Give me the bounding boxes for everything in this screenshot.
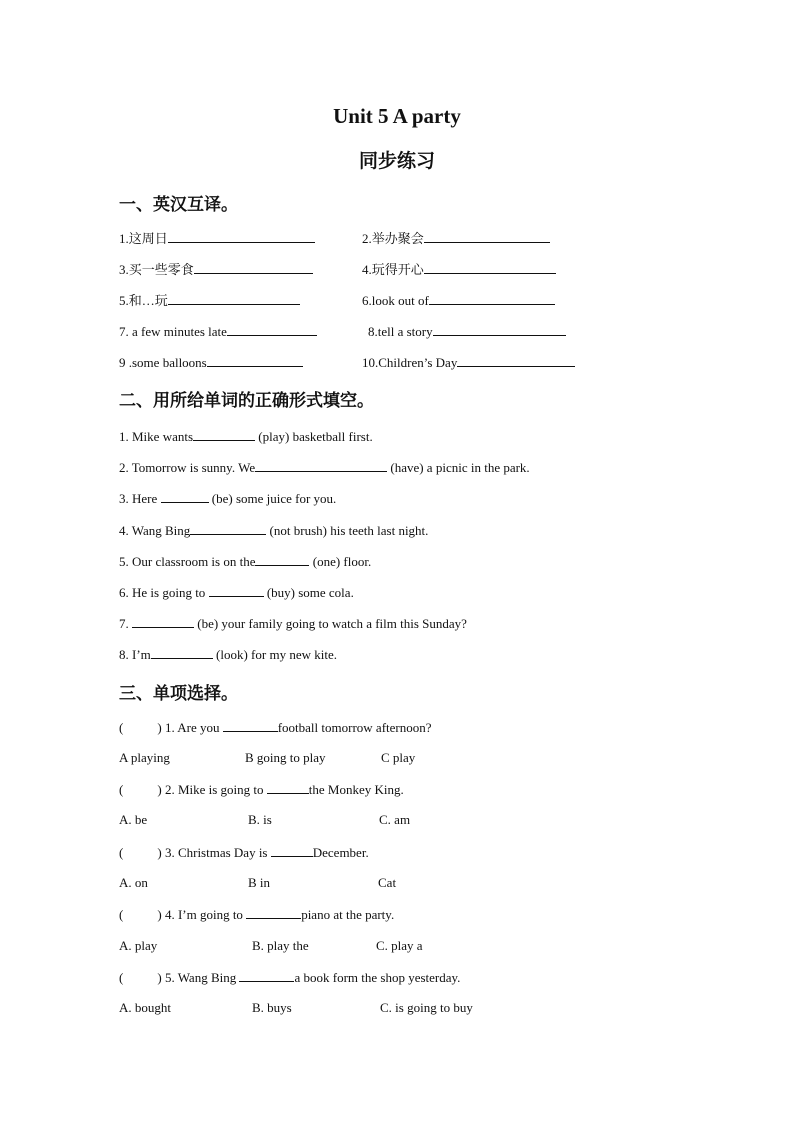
fill-item: 4. Wang Bing (not brush) his teeth last night. — [119, 523, 429, 538]
fill-item: 8. I’m (look) for my new kite. — [119, 647, 337, 662]
answer-blank[interactable] — [190, 522, 266, 535]
answer-blank[interactable] — [194, 261, 313, 274]
choice-option: B going to play — [245, 750, 326, 765]
choice-option: C. play a — [376, 938, 423, 953]
answer-blank — [239, 969, 294, 982]
choice-option: B. play the — [252, 938, 309, 953]
answer-slot[interactable] — [123, 720, 157, 732]
answer-blank[interactable] — [433, 323, 566, 336]
answer-blank[interactable] — [168, 292, 300, 305]
choice-question: ( ) 5. Wang Bing a book form the shop yesterday. — [119, 970, 461, 985]
answer-blank[interactable] — [424, 230, 550, 243]
translation-item: 6.look out of — [362, 292, 555, 309]
section-heading-choice: 三、单项选择。 — [119, 684, 238, 704]
choice-option: C. is going to buy — [380, 1000, 473, 1015]
page-title: Unit 5 A party — [333, 104, 461, 128]
translation-item: 4.玩得开心 — [362, 261, 556, 278]
translation-item: 1.这周日 — [119, 230, 315, 247]
answer-blank[interactable] — [168, 230, 315, 243]
answer-blank[interactable] — [209, 584, 264, 597]
choice-question: ( ) 2. Mike is going to the Monkey King. — [119, 782, 404, 797]
choice-option: B. is — [248, 812, 272, 827]
choice-option: A. bought — [119, 1000, 171, 1015]
choice-option: C. am — [379, 812, 411, 827]
answer-blank[interactable] — [457, 354, 575, 367]
choice-option: A. on — [119, 875, 148, 890]
answer-slot[interactable] — [123, 970, 157, 982]
answer-blank[interactable] — [429, 292, 555, 305]
fill-item: 5. Our classroom is on the (one) floor. — [119, 554, 372, 569]
translation-item: 5.和…玩 — [119, 292, 300, 309]
answer-blank — [267, 781, 309, 794]
choice-option: B in — [248, 875, 271, 890]
answer-blank — [271, 844, 313, 857]
answer-blank[interactable] — [151, 646, 213, 659]
section-heading-fill-in: 二、用所给单词的正确形式填空。 — [119, 391, 374, 411]
choice-question: ( ) 4. I’m going to piano at the party. — [119, 907, 395, 922]
choice-question: ( ) 3. Christmas Day is December. — [119, 845, 369, 860]
answer-blank — [223, 719, 278, 732]
answer-blank[interactable] — [227, 323, 317, 336]
choice-option: A. play — [119, 938, 158, 953]
answer-blank[interactable] — [255, 553, 309, 566]
section-heading-translation: 一、英汉互译。 — [119, 195, 238, 215]
translation-item: 3.买一些零食 — [119, 261, 313, 278]
answer-blank[interactable] — [207, 354, 303, 367]
fill-item: 7. (be) your family going to watch a film this Sunday? — [119, 616, 467, 631]
fill-item: 3. Here (be) some juice for you. — [119, 491, 337, 506]
answer-blank[interactable] — [132, 615, 194, 628]
answer-slot[interactable] — [123, 907, 157, 919]
answer-slot[interactable] — [123, 845, 157, 857]
fill-item: 6. He is going to (buy) some cola. — [119, 585, 354, 600]
translation-item: 2.举办聚会 — [362, 230, 550, 247]
translation-item: 7. a few minutes late — [119, 323, 317, 340]
answer-blank[interactable] — [161, 490, 209, 503]
answer-blank[interactable] — [255, 459, 387, 472]
choice-question: ( ) 1. Are you football tomorrow afternoon? — [119, 720, 432, 735]
page-subtitle: 同步练习 — [358, 150, 435, 172]
choice-option: A. be — [119, 812, 148, 827]
answer-blank — [246, 906, 301, 919]
answer-slot[interactable] — [123, 782, 157, 794]
choice-option: B. buys — [252, 1000, 292, 1015]
choice-option: Cat — [378, 875, 397, 890]
translation-item: 9 .some balloons — [119, 354, 303, 371]
fill-item: 1. Mike wants (play) basketball first. — [119, 429, 373, 444]
answer-blank[interactable] — [424, 261, 556, 274]
fill-item: 2. Tomorrow is sunny. We (have) a picnic in the park. — [119, 460, 530, 475]
answer-blank[interactable] — [193, 428, 255, 441]
choice-option: A playing — [119, 750, 170, 765]
translation-item: 10.Children’s Day — [362, 354, 575, 371]
translation-item: 8.tell a story — [368, 323, 566, 340]
choice-option: C play — [381, 750, 416, 765]
